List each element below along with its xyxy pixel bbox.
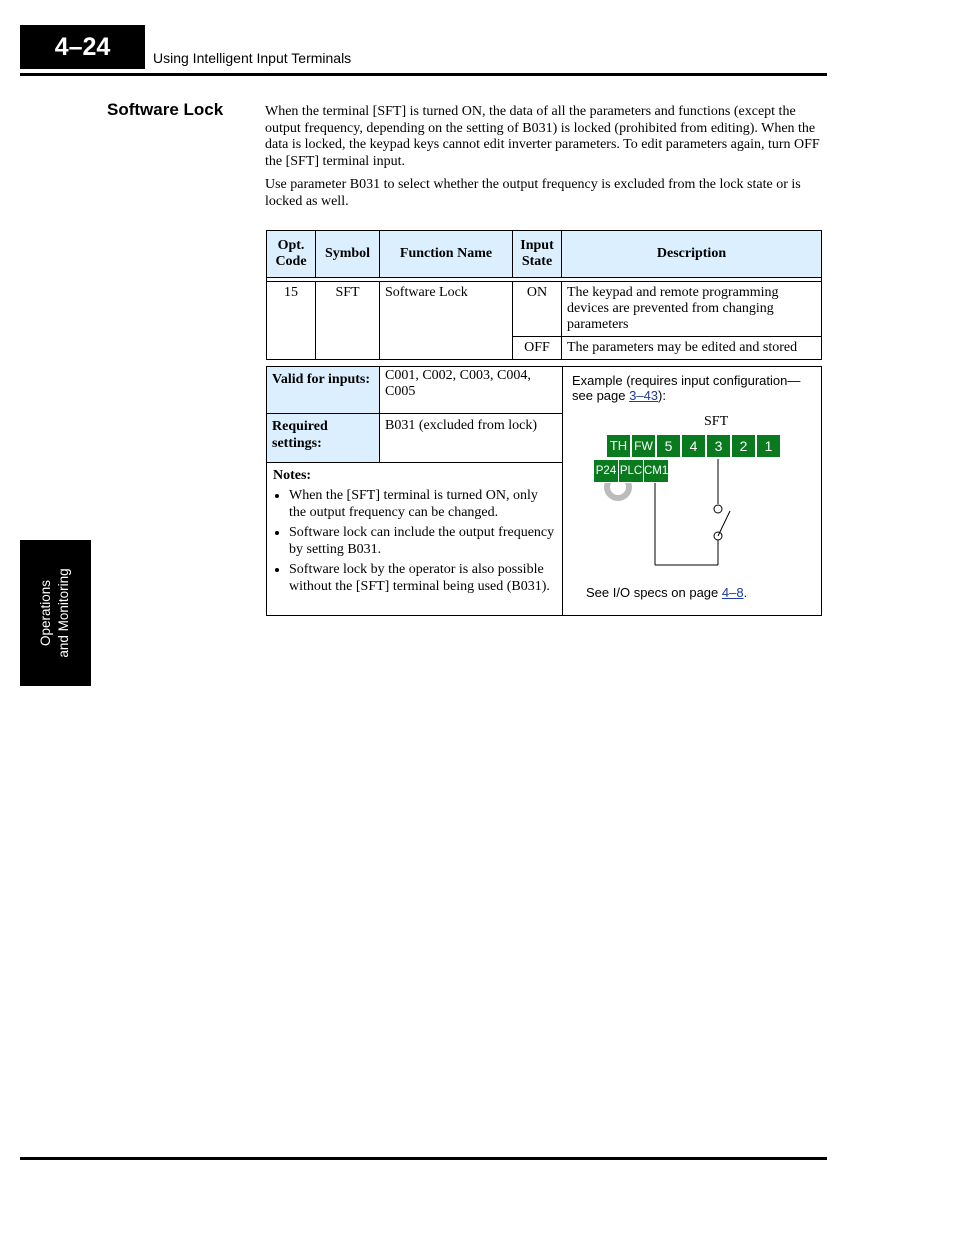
terminal-p24: P24: [593, 459, 619, 483]
details-panel: [266, 366, 822, 616]
note-item: • When the [SFT] terminal is turned ON, only the output frequency can be changed.: [289, 487, 556, 521]
notes-title: Notes:: [273, 468, 312, 483]
terminal-4: 4: [681, 434, 706, 458]
header-title: Using Intelligent Input Terminals: [153, 50, 352, 66]
side-tab-label: [37, 568, 73, 657]
col-opt-code: Opt. Code: [267, 231, 316, 278]
note-item: • Software lock by the operator is also possible without the [SFT] terminal being used (B031).: [289, 561, 556, 595]
col-function-name: Function Name: [380, 231, 513, 278]
section-title: Software Lock: [107, 100, 224, 119]
notes: [267, 463, 562, 602]
page-number: 4–24: [20, 25, 145, 69]
notes-list: [273, 487, 556, 595]
switch-lever: [718, 511, 730, 536]
function-table: [266, 230, 822, 360]
col-symbol: Symbol: [316, 231, 380, 278]
io-text-end: .: [743, 585, 748, 600]
required-settings-value: B031 (excluded from lock): [380, 414, 562, 463]
details-left-column: [267, 367, 563, 615]
switch-contact-top: [714, 505, 722, 513]
terminal-2: 2: [731, 434, 756, 458]
cell-off-state: OFF: [513, 337, 562, 360]
cell-function-name: Software Lock: [380, 282, 513, 360]
cell-opt-code: 15: [267, 282, 316, 360]
side-tab: [20, 540, 91, 686]
io-specs-note: [586, 585, 747, 600]
valid-inputs-label: Valid for inputs:: [267, 367, 380, 414]
terminal-3: 3: [706, 434, 731, 458]
example-text: Example (requires input configuration—see page: [572, 373, 801, 403]
terminal-fw: FW: [631, 434, 656, 458]
terminal-plc: PLC: [618, 459, 644, 483]
page-link-4-8[interactable]: 4–8: [721, 585, 744, 600]
terminal-cm1: CM1: [643, 459, 669, 483]
cell-on-desc: The keypad and remote programming devices are prevented from changing parameters: [562, 282, 822, 337]
header-rule: [20, 73, 827, 76]
terminal-5: 5: [656, 434, 681, 458]
sft-label: SFT: [704, 414, 729, 429]
example-caption: [572, 373, 817, 403]
side-tab-line2: and Monitoring: [56, 568, 71, 658]
b031-paragraph: Use parameter B031 to select whether the output frequency is excluded from the lock state or is locked as well.: [265, 177, 801, 209]
note-item: • Software lock can include the output frequency by setting B031.: [289, 524, 556, 558]
cell-off-desc: The parameters may be edited and stored: [562, 337, 822, 360]
terminal-1: 1: [756, 434, 781, 458]
side-tab-line1: Operations: [38, 579, 53, 647]
terminal-th: TH: [606, 434, 631, 458]
required-settings-label: Required settings:: [267, 414, 380, 463]
footer-rule: [20, 1157, 827, 1160]
example-text-end: ):: [658, 388, 666, 403]
cell-symbol: SFT: [316, 282, 380, 360]
valid-inputs-value: C001, C002, C003, C004, C005: [380, 367, 562, 414]
col-description: Description: [562, 231, 822, 278]
col-input-state: Input State: [513, 231, 562, 278]
intro-paragraph: When the terminal [SFT] is turned ON, the data of all the parameters and functions (except the output frequency, depending on the setting of B031) is locked (prohibited from editing). When the data is locked, the keypad keys cannot edit inverter parameters. To edit parameters again, turn OFF the [SFT] terminal input.: [265, 104, 820, 170]
cell-on-state: ON: [513, 282, 562, 337]
page-link-3-43[interactable]: 3–43: [629, 388, 659, 403]
io-text: See I/O specs on page: [586, 585, 722, 600]
